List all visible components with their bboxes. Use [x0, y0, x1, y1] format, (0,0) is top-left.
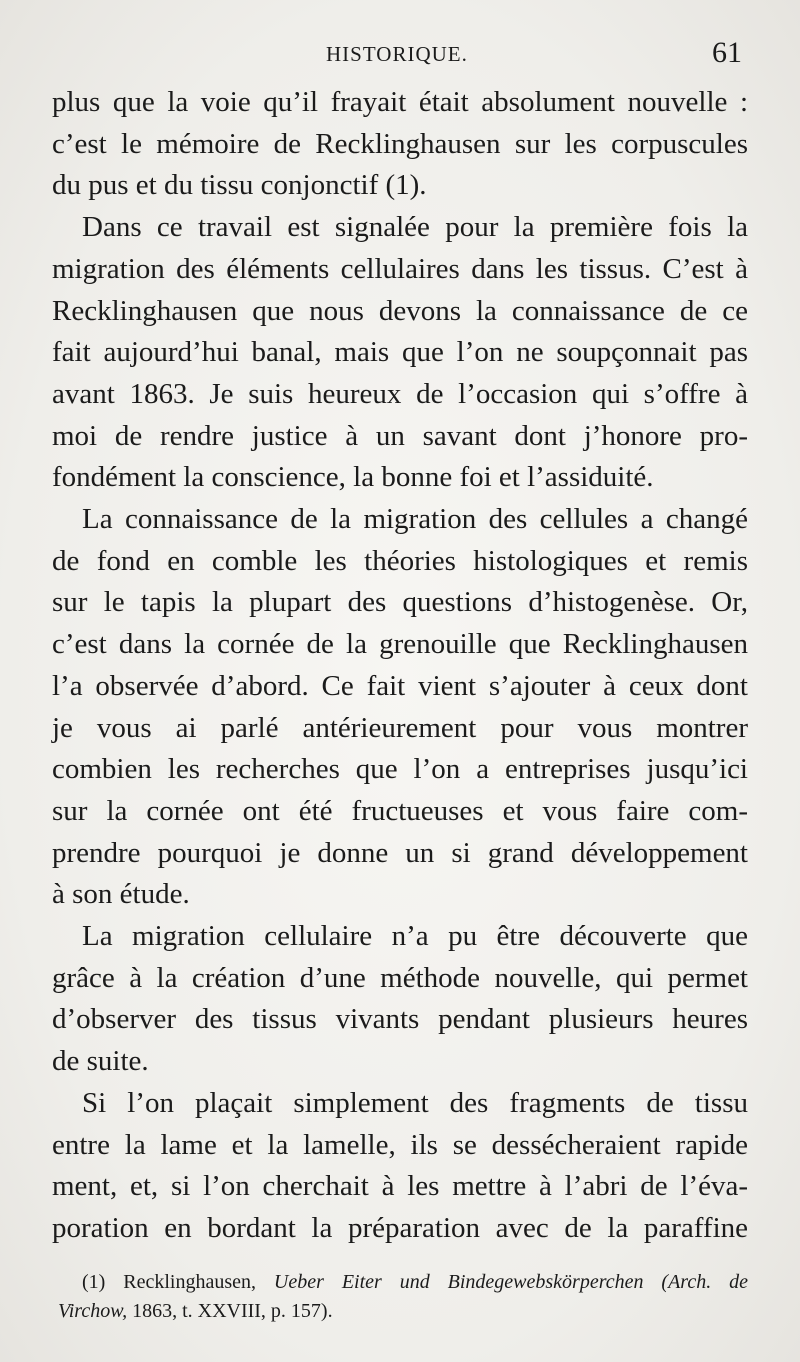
body-text: [52, 82, 748, 1250]
paragraph: [52, 1083, 748, 1250]
text-line: prendre pourquoi je donne un si grand développement: [52, 836, 748, 869]
text-line: je vous ai parlé antérieurement pour vous montrer: [52, 711, 748, 744]
paragraph: [52, 207, 748, 499]
text-line: plus que la voie qu’il frayait était absolument nouvelle :: [52, 86, 748, 118]
footnote-line-2: [58, 1297, 748, 1326]
text-line: La connaissance de la migration des cellules a changé: [82, 503, 748, 536]
footnote-author: Recklinghausen,: [123, 1271, 256, 1293]
text-line: moi de rendre justice à un savant dont j’honore pro-: [52, 419, 748, 452]
page-number: 61: [712, 36, 742, 69]
text-line: de fond en comble les théories histologiques et remis: [52, 544, 748, 577]
footnote-citation: 1863, t. XXVIII, p. 157).: [132, 1300, 333, 1322]
footnote: [58, 1268, 748, 1326]
text-line: l’a observée d’abord. Ce fait vient s’ajouter à ceux dont: [52, 669, 748, 702]
footnote-marker: (1): [82, 1271, 106, 1293]
text-line: c’est dans la cornée de la grenouille que Recklinghausen: [52, 628, 748, 661]
text-line: fondément la conscience, la bonne foi et l’assiduité.: [52, 461, 654, 494]
footnote-line-1: [58, 1268, 748, 1297]
text-line: La migration cellulaire n’a pu être découverte que: [82, 920, 748, 953]
footnote-source-journal: Virchow,: [58, 1300, 128, 1322]
running-head: HISTORIQUE.: [326, 42, 468, 66]
text-line: de suite.: [52, 1045, 149, 1078]
text-line: avant 1863. Je suis heureux de l’occasion qui s’offre à: [52, 377, 748, 410]
text-line: poration en bordant la préparation avec de la paraffine: [52, 1211, 748, 1244]
footnote-title: Ueber Eiter und Bindegewebskörperchen: [273, 1271, 644, 1293]
footnote-source: (Arch. de: [661, 1271, 749, 1293]
text-line: migration des éléments cellulaires dans les tissus. C’est à: [52, 252, 748, 285]
paragraph: [52, 82, 748, 207]
text-line: combien les recherches que l’on a entreprises jusqu’ici: [52, 753, 748, 786]
text-line: entre la lame et la lamelle, ils se dessécheraient rapide: [52, 1128, 748, 1161]
text-line: grâce à la création d’une méthode nouvelle, qui permet: [52, 961, 748, 994]
text-line: fait aujourd’hui banal, mais que l’on ne soupçonnait pas: [52, 336, 748, 369]
text-line: à son étude.: [52, 878, 190, 911]
paragraph: [52, 916, 748, 1083]
text-line: c’est le mémoire de Recklinghausen sur les corpuscules: [52, 127, 748, 160]
page-header: [54, 38, 742, 78]
text-line: Recklinghausen que nous devons la connaissance de ce: [52, 294, 748, 327]
paragraph: [52, 499, 748, 916]
text-line: du pus et du tissu conjonctif (1).: [52, 169, 427, 202]
text-line: d’observer des tissus vivants pendant plusieurs heures: [52, 1003, 748, 1036]
text-line: Si l’on plaçait simplement des fragments de tissu: [82, 1086, 748, 1119]
text-line: sur le tapis la plupart des questions d’histogenèse. Or,: [52, 586, 748, 619]
text-line: Dans ce travail est signalée pour la première fois la: [82, 211, 748, 244]
text-line: sur la cornée ont été fructueuses et vous faire com-: [52, 794, 748, 827]
text-line: ment, et, si l’on cherchait à les mettre à l’abri de l’éva-: [52, 1170, 748, 1203]
